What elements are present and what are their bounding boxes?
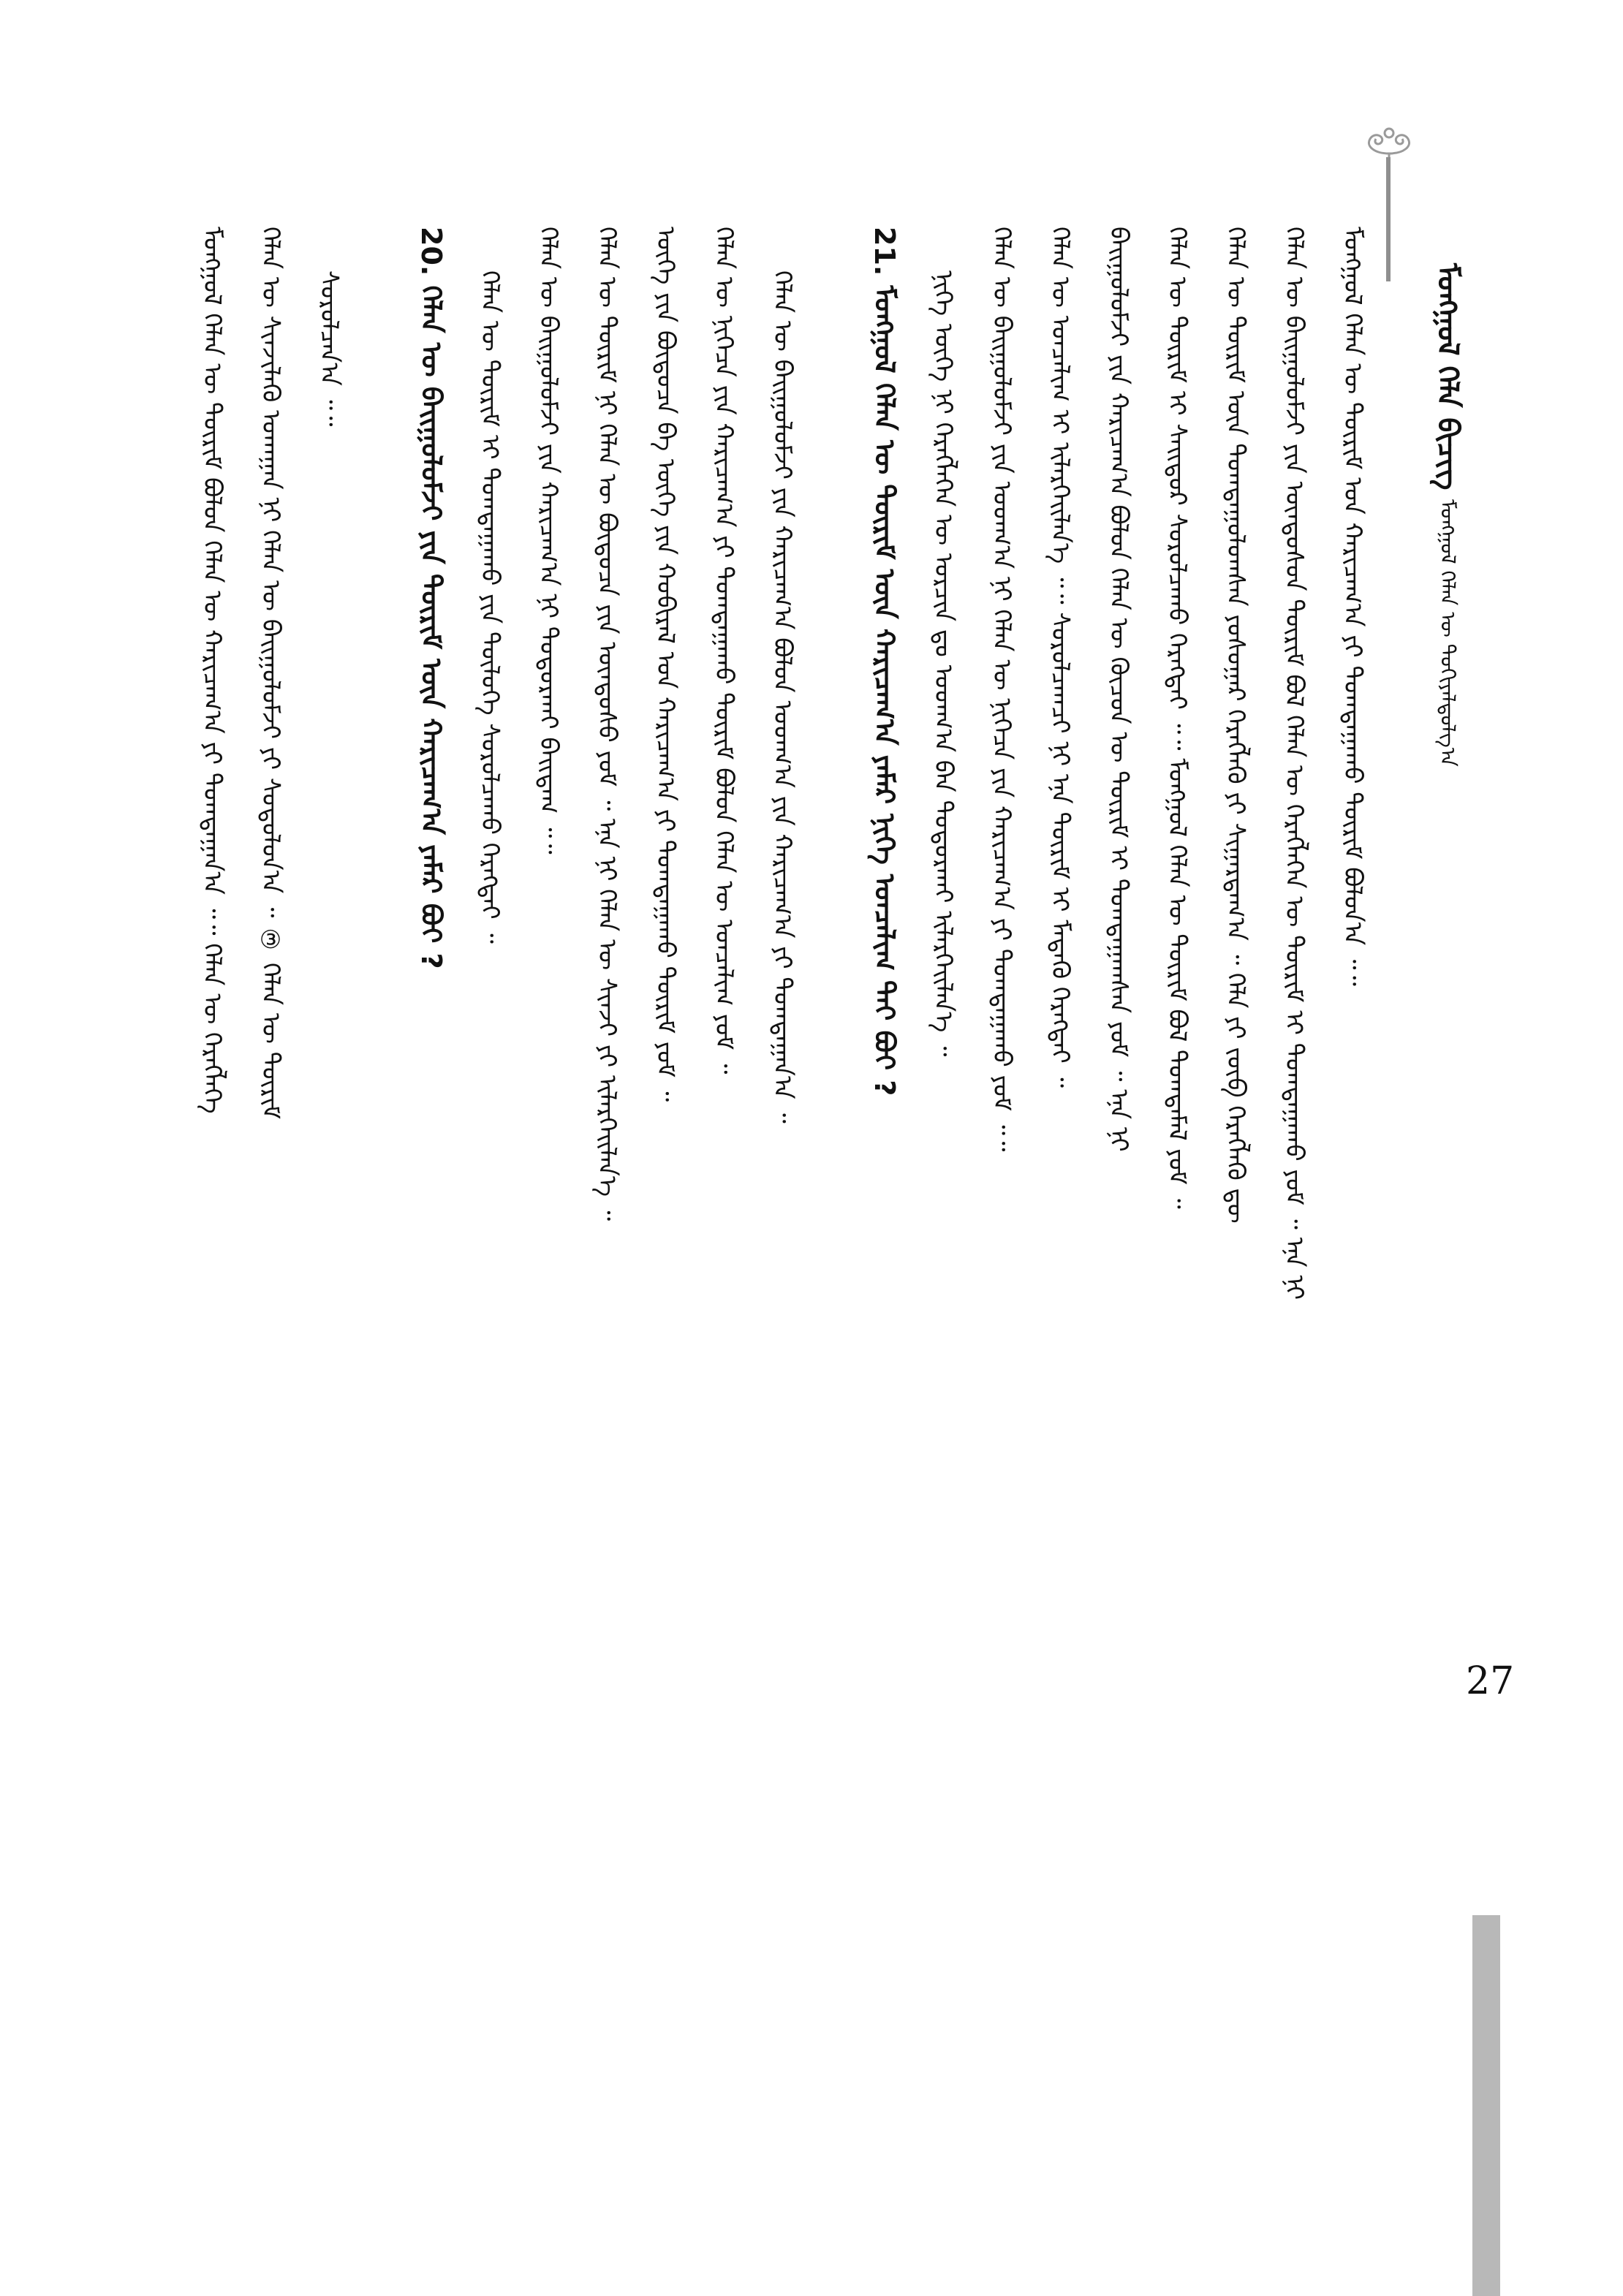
text-column: ᠬᠡᠯᠡᠨ ᠦ ᠰᠢᠨᠵᠢᠯᠡᠬᠦ ᠤᠬᠠᠭᠠᠨ ᠨᠢ ᠬᠡᠯᠡᠨ ᠦ ᠪᠠᠢᠭᠤᠯᠤᠮᠵᠢ ᠶᠢ ᠰᠤᠳᠤᠯᠤᠨ᠎ᠠ ᠃ ③ ᠬᠡᠯᠡᠨ ᠦ ᠳᠦᠷᠢᠮ (256, 227, 285, 1120)
question-heading: 20. ᠬᠡᠯᠡᠨ ᠦ ᠪᠠᠢᠭᠤᠯᠤᠮᠵᠢ ᠶᠢᠨ ᠳᠦᠷᠢᠮ ᠦᠨ ᠬᠠᠷᠢᠴᠠᠭ᠎ᠠ ᠶᠠᠮᠠᠷ ᠪᠤᠢ ? (415, 227, 447, 969)
paragraph-gap (358, 227, 402, 1981)
header-ornament-icon (1360, 117, 1418, 161)
text-column: ᠬᠡᠯᠡᠨ ᠦ ᠳᠦᠷᠢᠮ ᠦᠨ ᠲᠣᠭᠲᠠᠭᠤᠯᠤᠭᠰᠠᠨ ᠶᠣᠰᠣᠭᠠᠷ ᠬᠡᠷᠡᠭᠯᠡᠬᠦ ᠶᠢ ᠰᠢᠭᠠᠷᠳᠠᠭ᠎ᠠ ᠃ ᠬᠡᠯᠡ ᠶᠢ ᠵᠥᠪ ᠬᠡᠷᠡᠭᠯᠡᠬᠦ ᠳᠦ (1221, 227, 1250, 1224)
header-subtitle: ᠮᠣᠩᠭᠣᠯ ᠬᠡᠯᠡᠨ ᠦ ᠲᠣᠬᠢᠶᠠᠯᠳᠤᠯᠭ᠎ᠠ (1436, 499, 1460, 767)
text-column: ᠨᠢᠭᠡ ᠦᠭᠡ ᠨᠢ ᠬᠡᠷᠡᠭᠯᠡᠭᠡᠨ ᠦ ᠣᠷᠴᠢᠨ ᠳᠤ ᠤᠳᠬ᠎ᠠ ᠪᠠᠨ ᠲᠣᠳᠣᠷᠬᠠᠢ ᠢᠯᠡᠷᠬᠡᠢᠯᠡᠨ᠎ᠡ ᠃ (928, 270, 958, 1057)
text-column: ᠬᠡᠯᠡᠨ ᠦ ᠨᠢᠭᠡᠴᠡ ᠶᠢᠨ ᠬᠠᠷᠢᠴᠠᠭ᠎ᠠ ᠶᠢ ᠲᠣᠭᠲᠠᠭᠠᠬᠤ ᠳᠦᠷᠢᠮ ᠪᠣᠯᠤᠨ ᠬᠡᠯᠡᠨ ᠦ ᠣᠨᠴᠠᠯᠢᠭ ᠶᠤᠮ ᠃ (709, 227, 738, 1075)
text-column: ᠮᠣᠩᠭᠣᠯ ᠬᠡᠯᠡᠨ ᠦ ᠳᠦᠷᠢᠮ ᠪᠣᠯᠤᠨ ᠬᠡᠯᠡᠨ ᠦ ᠬᠠᠷᠢᠴᠠᠭ᠎ᠠ ᠶᠢ ᠲᠣᠭᠲᠠᠭᠠᠨ᠎ᠠ ᠃᠃ ᠬᠡᠯᠡᠨ ᠦ ᠬᠡᠷᠡᠭᠯᠡᠭᠡ (197, 227, 227, 1114)
question-heading: 21. ᠮᠣᠩᠭᠣᠯ ᠬᠡᠯᠡᠨ ᠦ ᠳᠦᠷᠢᠮ ᠦᠨ ᠬᠠᠷᠢᠴᠠᠭ᠎ᠠ ᠶᠠᠮᠠᠷ ᠨᠢᠭᠡ ᠣᠨᠴᠠᠯᠢᠭ ᠲᠠᠢ ᠪᠤᠢ ? (869, 227, 901, 1096)
page-edge-bar (1472, 1915, 1500, 2296)
text-column: ᠬᠡᠯᠡᠨ ᠦ ᠣᠨᠴᠠᠯᠢᠭ ᠢ ᠢᠯᠡᠷᠬᠡᠢᠯᠡᠨ᠎ᠡ ᠃᠃ ᠰᠤᠷᠤᠯᠴᠠᠭᠴᠢ ᠨᠢ ᠡᠨᠡ ᠳᠦᠷᠢᠮ ᠢ ᠮᠡᠳᠡᠬᠦ ᠬᠡᠷᠡᠭᠲᠡᠢ ᠃ (1045, 227, 1075, 1088)
text-column: ᠪᠠᠢᠭᠤᠯᠤᠮᠵᠢ ᠶᠢᠨ ᠬᠠᠷᠢᠴᠠᠭ᠎ᠠ ᠪᠣᠯᠤᠨ ᠬᠡᠯᠡᠨ ᠦ ᠬᠦᠴᠦᠨ ᠦ ᠳᠦᠷᠢᠮ ᠢ ᠲᠣᠭᠲᠠᠭᠠᠭᠰᠠᠨ ᠶᠤᠮ ᠃ ᠡᠨᠡ ᠨᠢ (1104, 227, 1133, 1152)
text-column: ᠬᠡᠯᠡᠨ ᠦ ᠳᠦᠷᠢᠮ ᠢ ᠰᠠᠢᠲᠤᠷ ᠰᠤᠷᠤᠯᠴᠠᠬᠤ ᠬᠡᠷᠡᠭᠲᠡᠢ ᠃᠃ ᠮᠣᠩᠭᠣᠯ ᠬᠡᠯᠡᠨ ᠦ ᠳᠦᠷᠢᠮ ᠪᠣᠯ ᠲᠣᠭᠲᠠᠮᠠᠯ ᠶᠤᠮ ᠃ (1162, 227, 1192, 1209)
page-number: 27 (1466, 1659, 1515, 1703)
text-column: ᠬᠡᠯᠡᠨ ᠦ ᠳᠦᠷᠢᠮ ᠨᠢ ᠬᠡᠯᠡᠨ ᠦ ᠪᠦᠲᠦᠴᠡ ᠶᠢᠨ ᠦᠨᠳᠦᠰᠦ ᠶᠤᠮ ᠃ ᠡᠨᠡ ᠨᠢ ᠬᠡᠯᠡᠨ ᠦ ᠰᠢᠨᠵᠢ ᠶᠢ ᠢᠯᠡᠷᠬᠡᠢᠯᠡᠨ᠎ᠡ ᠃ (592, 227, 621, 1221)
text-column: ᠬᠡᠯᠡᠨ ᠦ ᠳᠦᠷᠢᠮ ᠢ ᠲᠣᠭᠲᠠᠭᠠᠬᠤ ᠶᠢᠨ ᠲᠥᠯᠦᠭᠡ ᠰᠤᠷᠤᠯᠴᠠᠬᠤ ᠬᠡᠷᠡᠭᠲᠡᠢ ᠃ (475, 270, 504, 944)
body-text (183, 227, 1382, 1981)
text-column: ᠬᠡᠯᠡᠨ ᠦ ᠪᠠᠢᠭᠤᠯᠤᠮᠵᠢ ᠶᠢᠨ ᠬᠠᠷᠢᠴᠠᠭ᠎ᠠ ᠪᠣᠯᠤᠨ ᠤᠳᠬ᠎ᠠ ᠶᠢᠨ ᠬᠠᠷᠢᠴᠠᠭ᠎ᠠ ᠶᠢ ᠲᠣᠭᠲᠠᠭᠠᠨ᠎ᠠ ᠃ (768, 270, 797, 1124)
text-column: ᠦᠭᠡ ᠶᠢᠨ ᠪᠦᠲᠦᠴᠡ ᠪᠠ ᠦᠭᠡ ᠶᠢᠨ ᠬᠤᠪᠢᠷᠠᠯ ᠤᠨ ᠬᠠᠷᠢᠴᠠᠭ᠎ᠠ ᠶᠢ ᠲᠣᠭᠲᠠᠭᠠᠬᠤ ᠳᠦᠷᠢᠮ ᠶᠤᠮ ᠃ (651, 227, 680, 1102)
text-column: ᠬᠡᠯᠡᠨ ᠦ ᠪᠠᠢᠭᠤᠯᠤᠮᠵᠢ ᠶᠢᠨ ᠤᠳᠬ᠎ᠠ ᠨᠢ ᠬᠡᠯᠡᠨ ᠦ ᠨᠢᠭᠡᠴᠡ ᠶᠢᠨ ᠬᠠᠷᠢᠴᠠᠭ᠎ᠠ ᠶᠢ ᠲᠣᠭᠲᠠᠭᠠᠬᠤ ᠶᠤᠮ ᠃᠃ (987, 227, 1016, 1152)
text-column: ᠰᠤᠷᠤᠯᠴᠠᠨ᠎ᠠ ᠃᠃ (314, 270, 344, 427)
header-title: ᠮᠣᠩᠭᠣᠯ ᠬᠡᠯᠡ ᠪᠢᠴᠢᠭ᠌ (1431, 263, 1464, 490)
paragraph-gap (812, 227, 855, 1981)
header-rule (1386, 157, 1391, 281)
running-header (1426, 263, 1469, 1579)
text-column: ᠬᠡᠯᠡᠨ ᠦ ᠪᠠᠢᠭᠤᠯᠤᠮᠵᠢ ᠶᠢᠨ ᠬᠠᠷᠢᠴᠠᠭ᠎ᠠ ᠨᠢ ᠲᠣᠳᠣᠷᠬᠠᠢ ᠪᠠᠢᠳᠠᠭ ᠃᠃ (534, 227, 563, 855)
text-column: ᠬᠡᠯᠡᠨ ᠦ ᠪᠠᠢᠭᠤᠯᠤᠮᠵᠢ ᠶᠢᠨ ᠦᠨᠳᠦᠰᠦᠨ ᠳᠦᠷᠢᠮ ᠪᠣᠯ ᠬᠡᠯᠡᠨ ᠦ ᠬᠡᠷᠡᠭᠯᠡᠭᠡᠨ ᠦ ᠳᠦᠷᠢᠮ ᠢ ᠲᠣᠭᠲᠠᠭᠠᠬᠤ ᠶᠤᠮ ᠃ ᠡᠨᠡ ᠨᠢ (1279, 227, 1309, 1300)
text-column: ᠮᠣᠩᠭᠣᠯ ᠬᠡᠯᠡᠨ ᠦ ᠳᠦᠷᠢᠮ ᠤᠨ ᠬᠠᠷᠢᠴᠠᠭ᠎ᠠ ᠶᠢ ᠲᠣᠭᠲᠠᠭᠠᠬᠤ ᠳᠦᠷᠢᠮ ᠪᠣᠯᠤᠨ᠎ᠠ ᠃᠃ (1338, 227, 1367, 986)
